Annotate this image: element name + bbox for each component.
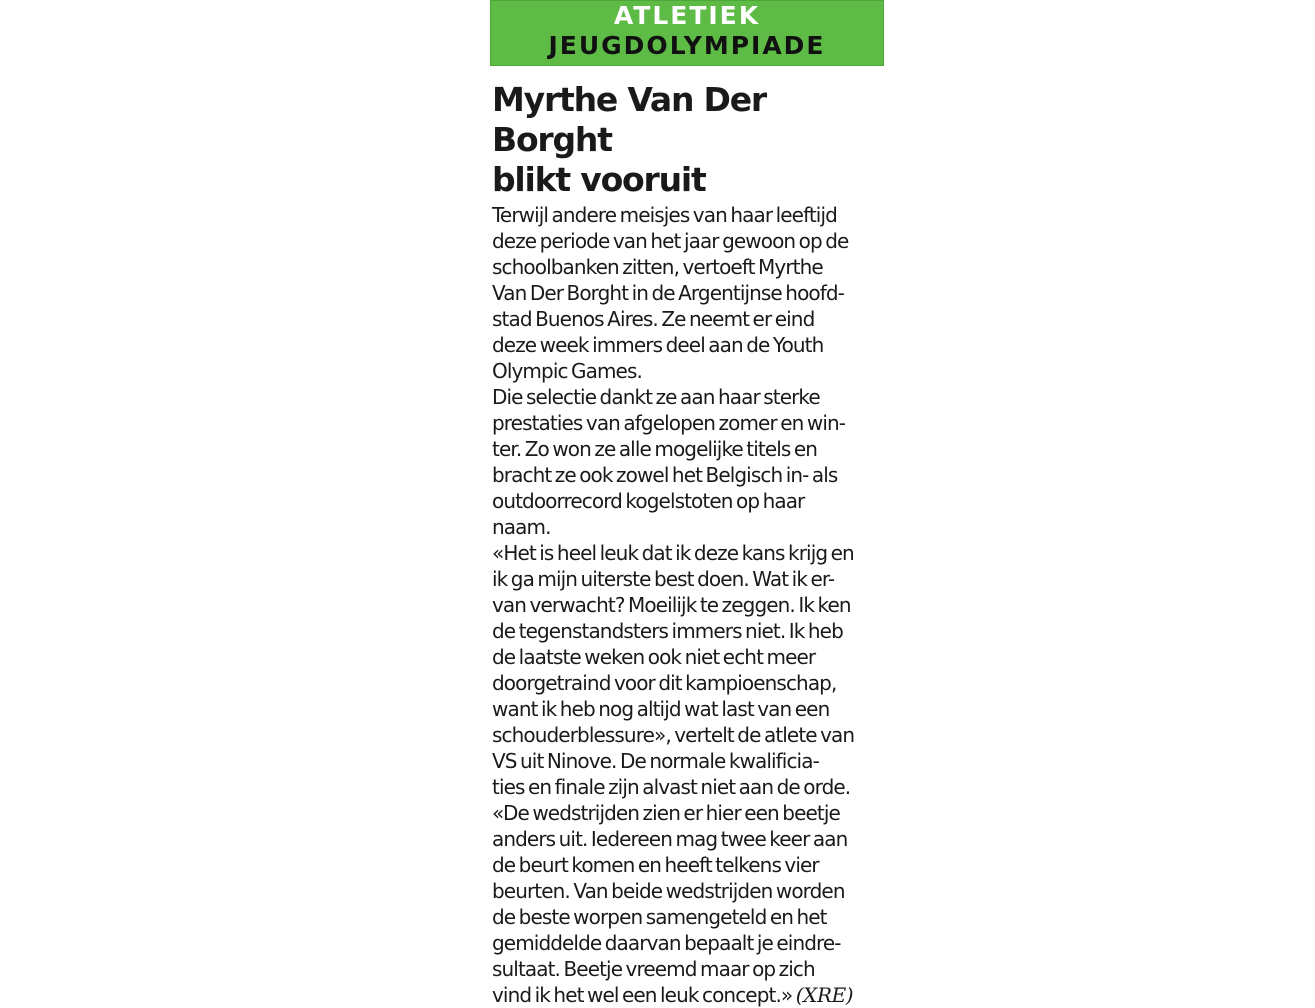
paragraph bbox=[492, 540, 886, 1008]
text-line: deze periode van het jaar gewoon op de bbox=[492, 229, 849, 253]
headline-line: Myrthe Van Der Borght bbox=[492, 80, 766, 159]
text-line: Van Der Borght in de Argentijnse hoofd- bbox=[492, 281, 844, 305]
headline-line: blikt vooruit bbox=[492, 160, 706, 199]
text-line-content: vind ik het wel een leuk concept.» bbox=[492, 983, 793, 1007]
text-line: Terwijl andere meisjes van haar leeftijd bbox=[492, 203, 837, 227]
text-line: de tegenstandsters immers niet. Ik heb bbox=[492, 619, 843, 643]
text-line: naam. bbox=[492, 515, 551, 539]
author-byline: (XRE) bbox=[795, 983, 854, 1007]
text-line-last bbox=[492, 982, 886, 1008]
text-line: outdoorrecord kogelstoten op haar bbox=[492, 489, 805, 513]
text-line: doorgetraind voor dit kampioenschap, bbox=[492, 671, 837, 695]
text-line: «Het is heel leuk dat ik deze kans krijg en bbox=[492, 541, 854, 565]
text-line: de beste worpen samengeteld en het bbox=[492, 905, 827, 929]
text-line: «De wedstrijden zien er hier een beetje bbox=[492, 801, 840, 825]
section-label: ATLETIEK bbox=[613, 1, 761, 30]
text-line: bracht ze ook zowel het Belgisch in- als bbox=[492, 463, 838, 487]
text-line: ik ga mijn uiterste best doen. Wat ik er- bbox=[492, 567, 835, 591]
text-line: deze week immers deel aan de Youth bbox=[492, 333, 824, 357]
text-line: Olympic Games. bbox=[492, 359, 642, 383]
text-line: schouderblessure», vertelt de atlete van bbox=[492, 723, 855, 747]
paragraph bbox=[492, 384, 886, 540]
text-line: de laatste weken ook niet echt meer bbox=[492, 645, 816, 669]
paragraph bbox=[492, 202, 886, 384]
section-sublabel: JEUGDOLYMPIADE bbox=[548, 31, 826, 60]
text-line: van verwacht? Moeilijk te zeggen. Ik ken bbox=[492, 593, 851, 617]
article-body bbox=[492, 202, 886, 1008]
text-line: schoolbanken zitten, vertoeft Myrthe bbox=[492, 255, 823, 279]
text-line: Die selectie dankt ze aan haar sterke bbox=[492, 385, 820, 409]
text-line: gemiddelde daarvan bepaalt je eindre- bbox=[492, 931, 841, 955]
text-line: beurten. Van beide wedstrijden worden bbox=[492, 879, 845, 903]
text-line: prestaties van afgelopen zomer en win- bbox=[492, 411, 846, 435]
text-line: sultaat. Beetje vreemd maar op zich bbox=[492, 957, 815, 981]
headline bbox=[492, 80, 886, 200]
article bbox=[490, 0, 886, 1008]
section-banner bbox=[490, 0, 884, 66]
text-line: want ik heb nog altijd wat last van een bbox=[492, 697, 830, 721]
text-line: ties en finale zijn alvast niet aan de orde. bbox=[492, 775, 851, 799]
text-line: anders uit. Iedereen mag twee keer aan bbox=[492, 827, 848, 851]
text-line: de beurt komen en heeft telkens vier bbox=[492, 853, 819, 877]
text-line: stad Buenos Aires. Ze neemt er eind bbox=[492, 307, 815, 331]
text-line: ter. Zo won ze alle mogelijke titels en bbox=[492, 437, 818, 461]
text-line: VS uit Ninove. De normale kwalificia- bbox=[492, 749, 819, 773]
